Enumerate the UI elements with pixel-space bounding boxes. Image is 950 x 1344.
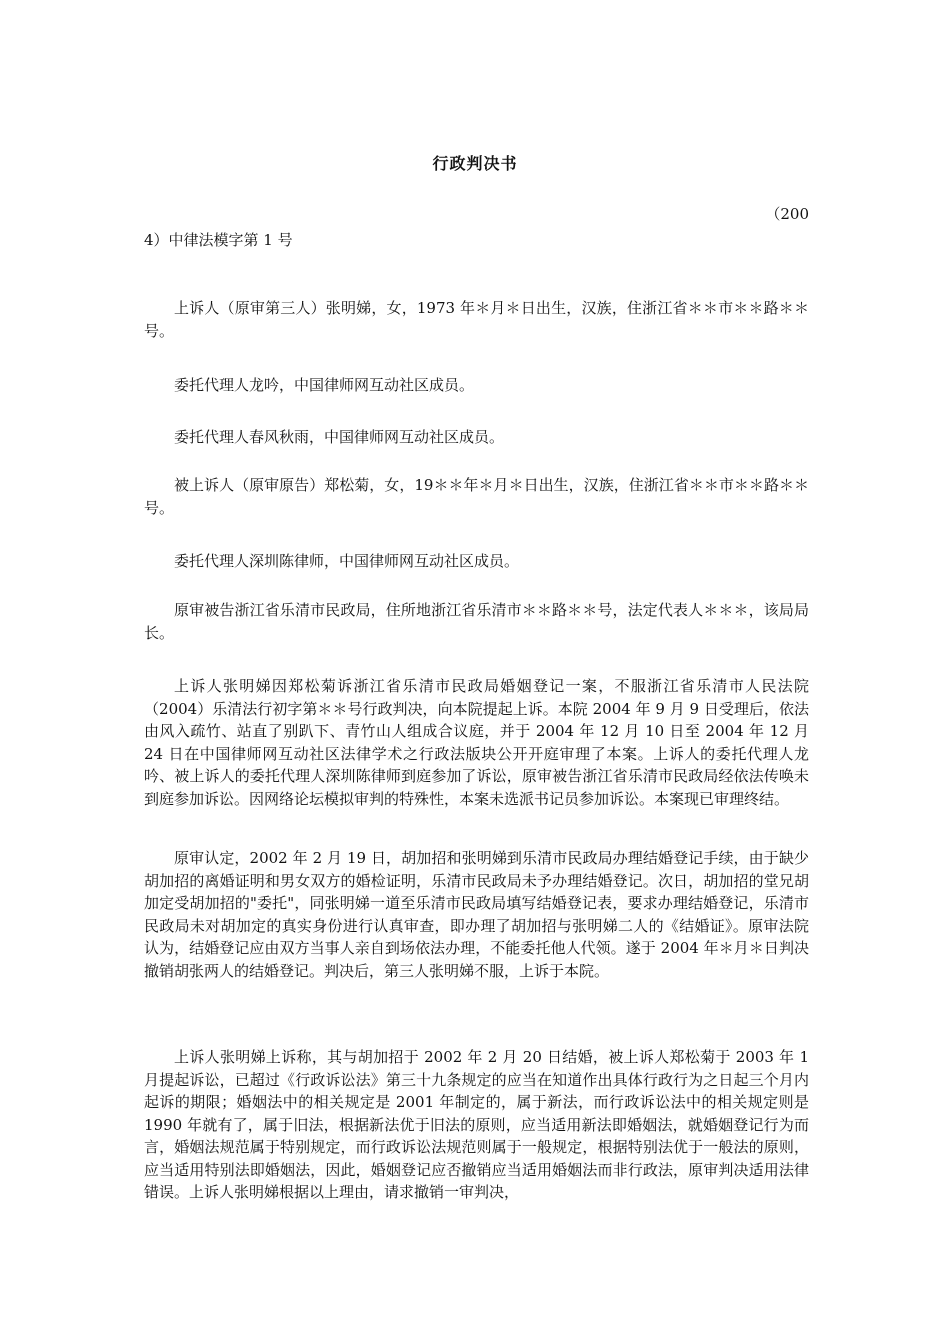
- paragraph-appellee: 被上诉人（原审原告）郑松菊，女，19＊＊年＊月＊日出生，汉族，住浙江省＊＊市＊＊路＊＊号。: [144, 476, 809, 517]
- case-number-line2: 4）中律法模字第 1 号: [144, 231, 293, 249]
- paragraph-appellee-agent: 委托代理人深圳陈律师，中国律师网互动社区成员。: [174, 552, 520, 570]
- paragraph-appeal-claims: 上诉人张明娣上诉称，其与胡加招于 2002 年 2 月 20 日结婚，被上诉人郑松菊于 2003 年 1 月提起诉讼，已超过《行政诉讼法》第三十九条规定的应当在知道作出具体行政行为之日起三个月内起诉的期限；婚姻法中的相关规定是 2001 年制定的，属于新法，而行政诉讼法中的相关规定则是 1990 年就有了，属于旧法，根据新法优于旧法的原则，应当适用新法即婚姻法，就婚姻登记行为而言，婚姻法规范属于特别规定，而行政诉讼法规范则属于一般规定，根据特别法优于一般法的原则，应当适用特别法即婚姻法，因此，婚姻登记应否撤销应当适用婚姻法而非行政法，原审判决适用法律错误。上诉人张明娣根据以上理由，请求撤销一审判决，: [144, 1048, 809, 1201]
- paragraph-original-findings: 原审认定，2002 年 2 月 19 日，胡加招和张明娣到乐清市民政局办理结婚登记手续，由于缺少胡加招的离婚证明和男女双方的婚检证明，乐清市民政局未予办理结婚登记。次日，胡加招的堂兄胡加定受胡加招的"委托"，同张明娣一道至乐清市民政局填写结婚登记表，要求办理结婚登记，乐清市民政局未对胡加定的真实身份进行认真审查，即办理了胡加招与张明娣二人的《结婚证》。原审法院认为，结婚登记应由双方当事人亲自到场依法办理，不能委托他人代领。遂于 2004 年＊月＊日判决撤销胡张两人的结婚登记。判决后，第三人张明娣不服，上诉于本院。: [144, 849, 809, 980]
- paragraph-agent-2: 委托代理人春风秋雨，中国律师网互动社区成员。: [174, 428, 505, 446]
- paragraph-original-defendant: 原审被告浙江省乐清市民政局，住所地浙江省乐清市＊＊路＊＊号，法定代表人＊＊＊，该局局长。: [144, 601, 809, 642]
- paragraph-appellant: 上诉人（原审第三人）张明娣，女，1973 年＊月＊日出生，汉族，住浙江省＊＊市＊＊路＊＊号。: [144, 299, 809, 340]
- case-number-line1: （200: [765, 205, 809, 223]
- paragraph-agent-1: 委托代理人龙吟，中国律师网互动社区成员。: [174, 376, 475, 394]
- document-title: 行政判决书: [432, 154, 518, 173]
- paragraph-case-procedure: 上诉人张明娣因郑松菊诉浙江省乐清市民政局婚姻登记一案，不服浙江省乐清市人民法院（2004）乐清法行初字第＊＊号行政判决，向本院提起上诉。本院 2004 年 9 月 9 日受理后，依法由风入疏竹、站直了别趴下、青竹山人组成合议庭，并于 2004 年 12 月 10 日至 2004 年 12 月 24 日在中国律师网互动社区法律学术之行政法版块公开开庭审理了本案。上诉人的委托代理人龙吟、被上诉人的委托代理人深圳陈律师到庭参加了诉讼，原审被告浙江省乐清市民政局经依法传唤未到庭参加诉讼。因网络论坛模拟审判的特殊性，本案未选派书记员参加诉讼。本案现已审理终结。: [144, 677, 809, 808]
